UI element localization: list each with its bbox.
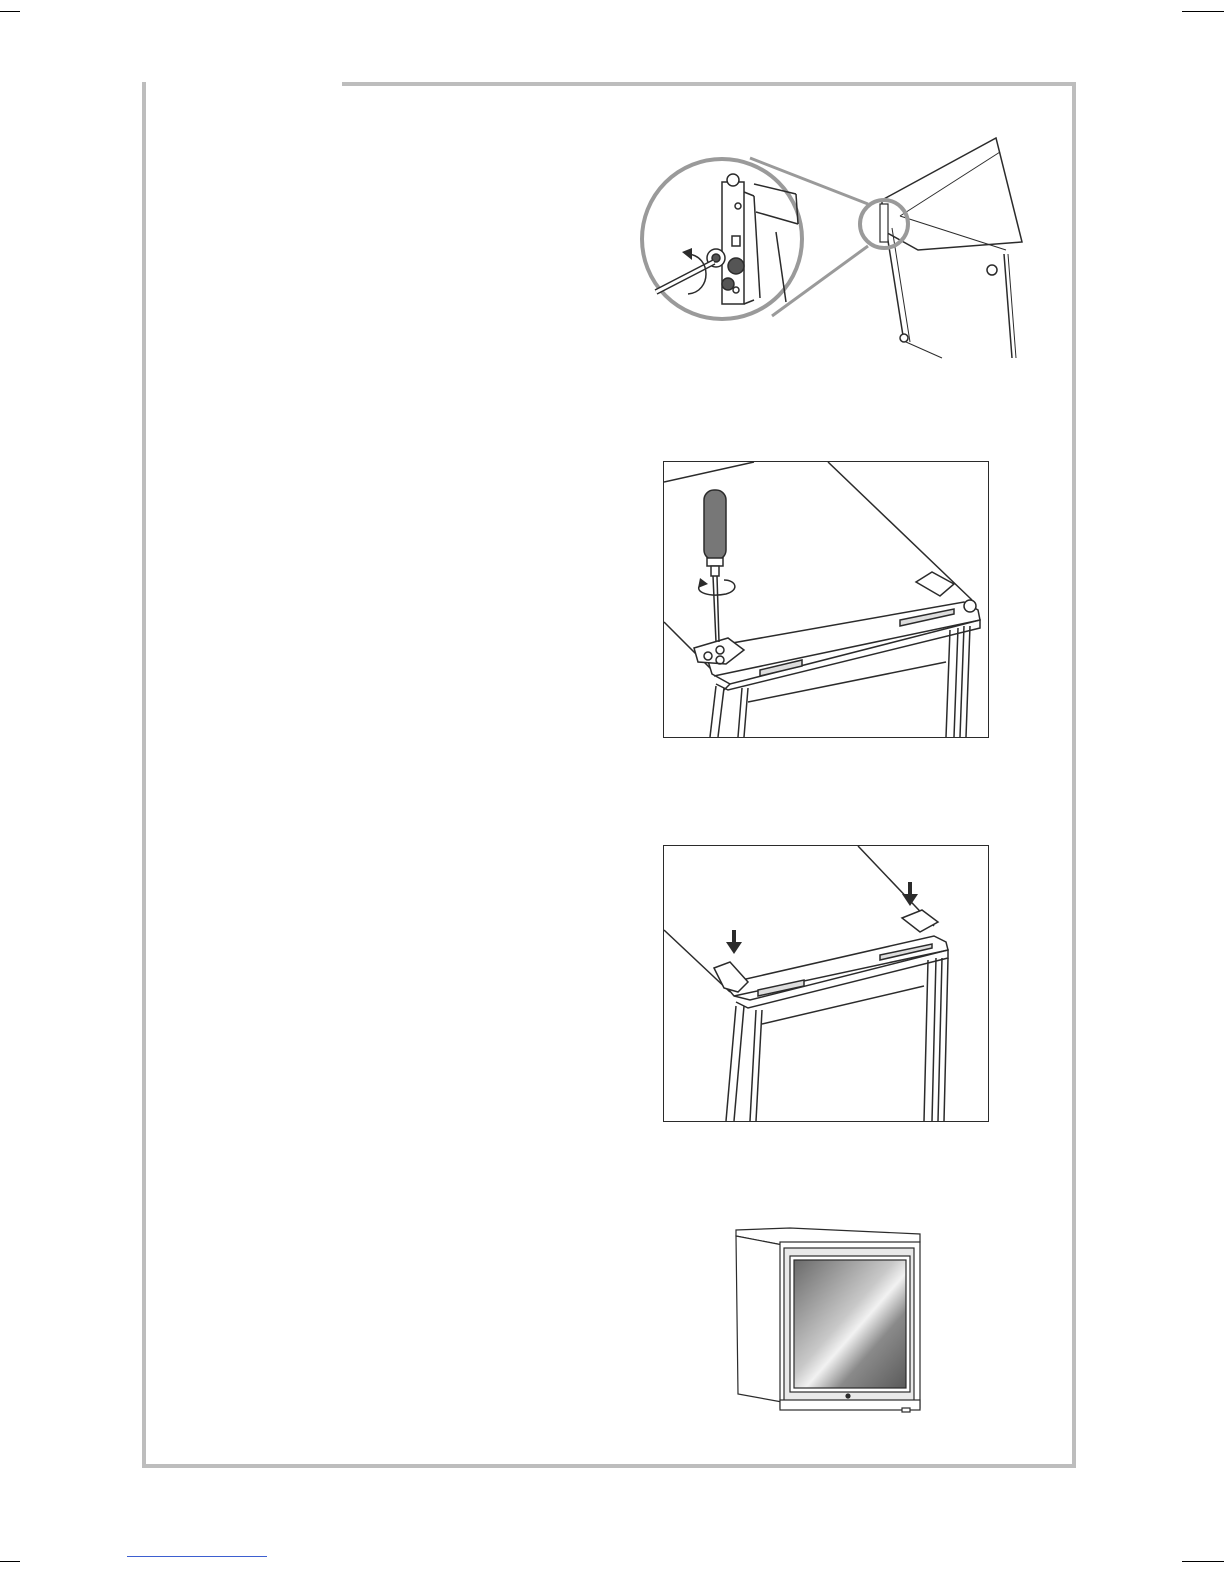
crop-mark-bottom-right [1182, 1561, 1224, 1562]
screwdriver-hinge-icon [664, 462, 988, 737]
hinge-screw-removal-icon [636, 132, 1030, 368]
wine-cooler-icon [728, 1224, 924, 1416]
section-tab [146, 78, 342, 88]
footer-rule [127, 1556, 267, 1557]
screwdriver-hinge-illustration [663, 461, 989, 738]
crop-mark-top-right [1182, 11, 1224, 12]
wine-cooler-illustration [728, 1224, 924, 1416]
crop-mark-bottom-left [0, 1561, 20, 1562]
crop-mark-top-left [0, 11, 20, 12]
hinge-cover-placement-icon [664, 846, 988, 1121]
hinge-cover-placement-illustration [663, 845, 989, 1122]
hinge-screw-removal-illustration [636, 132, 1030, 368]
